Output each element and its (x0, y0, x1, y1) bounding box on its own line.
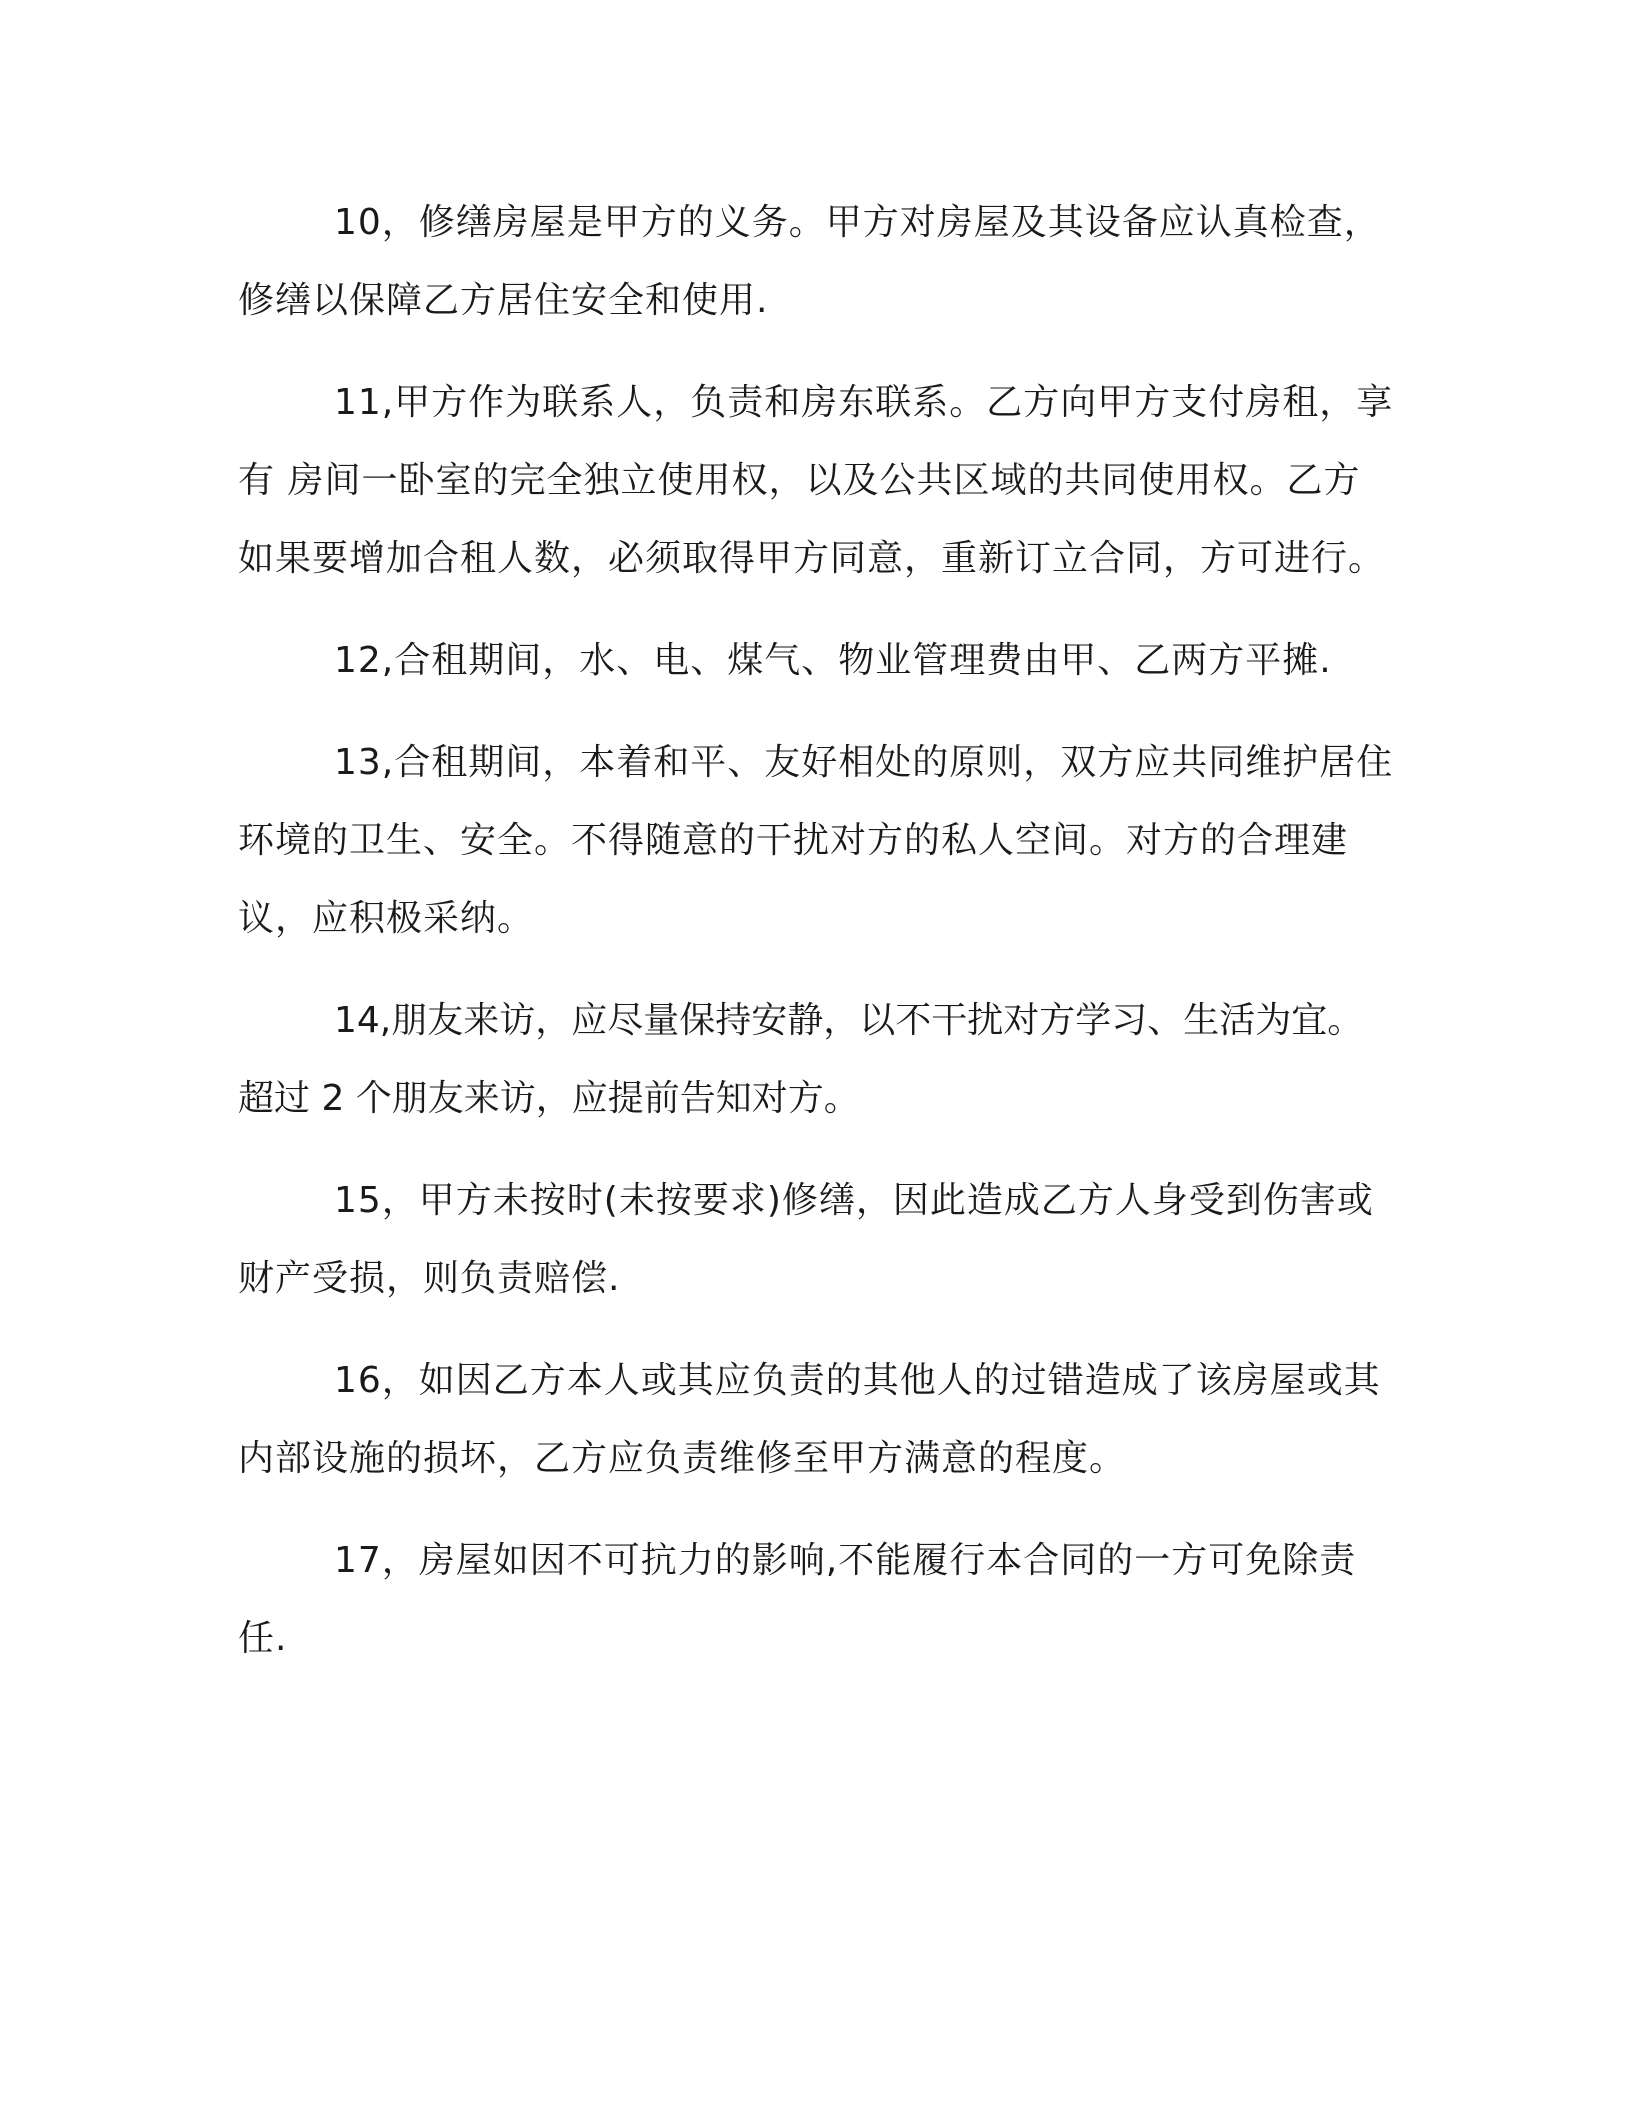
clause-15: 15，甲方未按时(未按要求)修缮，因此造成乙方人身受到伤害或财产受损，则负责赔偿. (238, 1180, 1374, 1299)
clause-10: 10，修缮房屋是甲方的义务。甲方对房屋及其设备应认真检查，修缮以保障乙方居住安全和使用. (238, 202, 1381, 321)
clause-11: 11,甲方作为联系人，负责和房东联系。乙方向甲方支付房租，享有 房间一卧室的完全独立使用权，以及公共区域的共同使用权。乙方如果要增加合租人数，必须取得甲方同意，重新订立合同，方可进行。 (238, 382, 1394, 579)
clause-17: 17，房屋如因不可抗力的影响,不能履行本合同的一方可免除责任. (238, 1540, 1357, 1659)
clause-13: 13,合租期间，本着和平、友好相处的原则，双方应共同维护居住环境的卫生、安全。不得随意的干扰对方的私人空间。对方的合理建议，应积极采纳。 (238, 742, 1394, 939)
contract-text-body (238, 184, 1394, 1702)
clause-14: 14,朋友来访，应尽量保持安静，以不干扰对方学习、生活为宜。超过 2 个朋友来访，应提前告知对方。 (238, 1000, 1364, 1119)
clause-12: 12,合租期间，水、电、煤气、物业管理费由甲、乙两方平摊. (334, 640, 1332, 681)
clause-16: 16，如因乙方本人或其应负责的其他人的过错造成了该房屋或其内部设施的损坏，乙方应负责维修至甲方满意的程度。 (238, 1360, 1381, 1479)
